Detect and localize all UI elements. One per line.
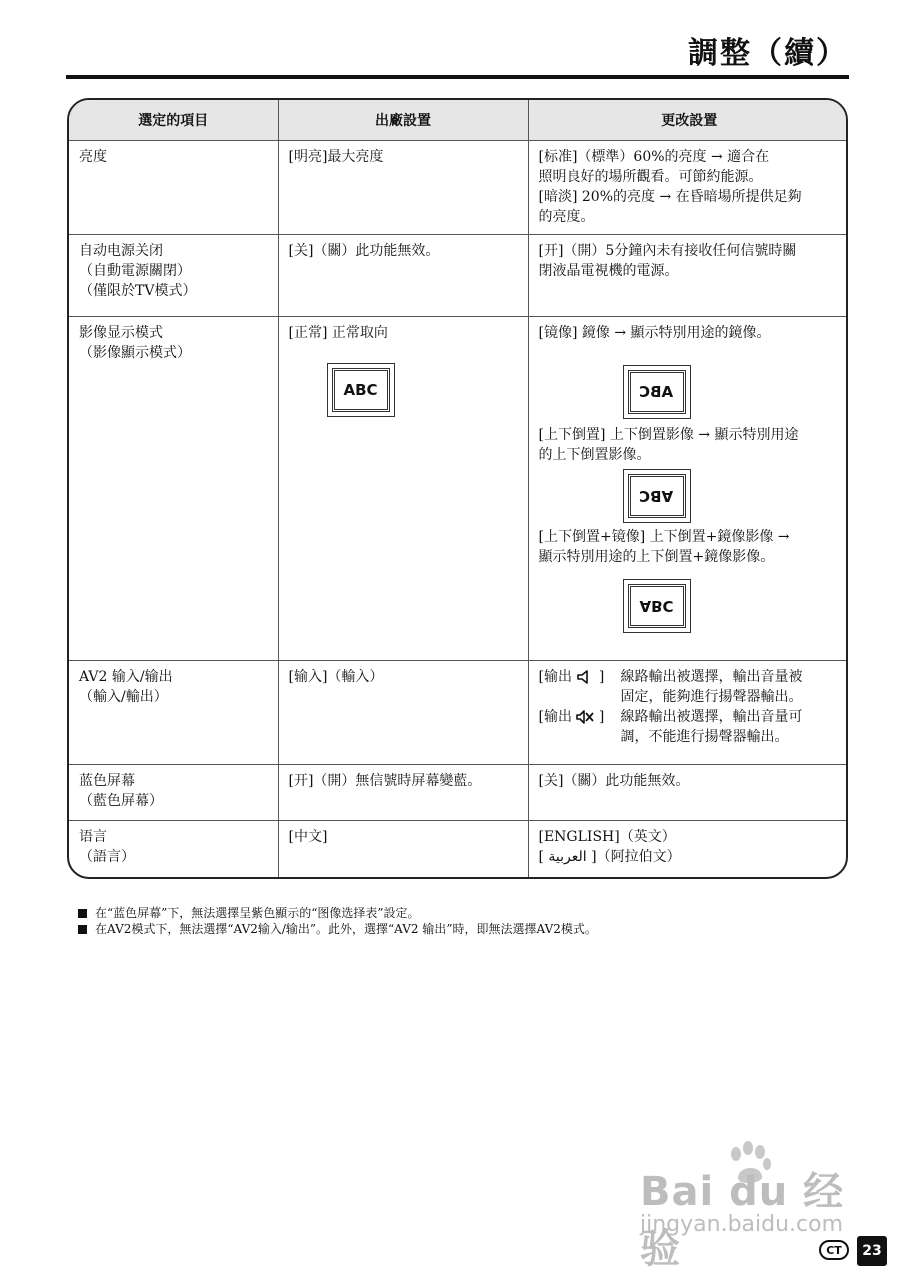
watermark-main: Bai du 经验 — [640, 1169, 845, 1272]
abc-flipped-mirror-image — [623, 469, 691, 523]
note-text: 在AV2模式下，無法選擇“AV2输入/输出”。此外，選擇“AV2 输出”時，即無法選擇AV2模式。 — [95, 922, 597, 936]
factory-cell — [278, 821, 528, 879]
factory-text: [输入]（輸入） — [288, 669, 384, 685]
table-row — [69, 821, 848, 879]
item-cell — [69, 821, 278, 879]
item-label: 蓝色屏幕 — [79, 773, 135, 789]
abc-label: ABC — [639, 383, 674, 401]
change-text: [开]（開）5分鐘內未有接收任何信號時關 — [538, 243, 797, 259]
abc-mirror-image — [623, 365, 691, 419]
change-text: [暗淡] 20%的亮度 → 在昏暗場所提供足夠 — [538, 189, 802, 205]
baidu-watermark — [640, 1140, 860, 1272]
change-text: [上下倒置] 上下倒置影像 → 顯示特別用途 — [538, 427, 799, 443]
factory-text: [开]（開）無信號時屏幕變藍。 — [288, 773, 482, 789]
change-text: 的上下倒置影像。 — [538, 447, 651, 463]
change-text: 的亮度。 — [538, 209, 595, 225]
table-row — [69, 765, 848, 821]
av2-output-fixed — [539, 667, 847, 707]
item-label: 影像显示模式 — [79, 325, 163, 341]
factory-cell — [278, 661, 528, 765]
item-label: （僅限於TV模式） — [79, 283, 197, 299]
factory-cell — [278, 141, 528, 235]
item-label: 亮度 — [79, 149, 107, 165]
item-label: （影像顯示模式） — [79, 345, 191, 361]
item-cell — [69, 765, 278, 821]
item-cell — [69, 141, 278, 235]
abc-normal-image — [327, 363, 395, 417]
item-label: 自动电源关闭 — [79, 243, 163, 259]
item-label: AV2 输入/输出 — [79, 669, 173, 685]
change-text: [上下倒置+镜像] 上下倒置+鏡像影像 → — [538, 529, 790, 545]
change-text: 閉液晶電視機的電源。 — [538, 263, 679, 279]
item-label: （藍色屏幕） — [79, 793, 163, 809]
watermark-url: jingyan.baidu.com — [640, 1212, 844, 1237]
change-text: [关]（關）此功能無效。 — [538, 773, 690, 789]
bullet-square-icon — [78, 925, 87, 934]
abc-label: ABC — [343, 381, 378, 399]
title-rule — [66, 75, 849, 79]
factory-text: [明亮]最大亮度 — [288, 149, 384, 165]
output-tag: [输出 ] — [538, 709, 605, 725]
change-text: 照明良好的場所觀看。可節約能源。 — [538, 169, 763, 185]
notes — [78, 905, 597, 937]
change-text: [标准]（標準）60%的亮度 → 適合在 — [538, 149, 770, 165]
factory-text: [关]（關）此功能無效。 — [288, 243, 440, 259]
speaker-icon — [576, 670, 594, 684]
table-header-row — [69, 100, 848, 141]
abc-label: ABC — [639, 487, 674, 505]
change-text: 調，不能進行揚聲器輸出。 — [620, 729, 789, 745]
change-cell — [528, 141, 848, 235]
change-text: 固定，能夠進行揚聲器輸出。 — [620, 689, 803, 705]
abc-flipped-image — [623, 579, 691, 633]
note-item — [78, 921, 597, 937]
header-selected-item: 選定的項目 — [69, 100, 278, 141]
settings-table — [67, 98, 848, 879]
factory-cell — [278, 235, 528, 317]
factory-cell — [278, 317, 528, 661]
note-item — [78, 905, 597, 921]
item-label: （自動電源關閉） — [79, 263, 191, 279]
table-row — [69, 141, 848, 235]
bullet-square-icon — [78, 909, 87, 918]
change-cell — [528, 235, 848, 317]
change-cell — [528, 661, 848, 765]
item-label: （輸入/輸出） — [79, 689, 168, 705]
header-change-setting: 更改設置 — [528, 100, 848, 141]
change-text: [ENGLISH]（英文） — [538, 829, 676, 845]
header-factory-setting: 出廠設置 — [278, 100, 528, 141]
change-text: [ العربية ]（阿拉伯文） — [538, 849, 681, 865]
factory-text: [中文] — [288, 829, 328, 845]
change-text: [镜像] 鏡像 → 顯示特別用途的鏡像。 — [538, 325, 771, 341]
change-cell — [528, 821, 848, 879]
change-cell — [528, 765, 848, 821]
output-tag: [输出 ] — [538, 669, 605, 685]
page-title: 調整（續） — [688, 36, 848, 71]
table-row — [69, 235, 848, 317]
table-row — [69, 317, 848, 661]
change-text: 顯示特別用途的上下倒置+鏡像影像。 — [538, 549, 775, 565]
note-text: 在“蓝色屏幕”下，無法選擇呈紫色顯示的“图像选择表”設定。 — [95, 906, 420, 920]
abc-label: ABC — [639, 597, 674, 615]
language-badge: CT — [819, 1240, 849, 1260]
item-label: 语言 — [79, 829, 107, 845]
change-cell — [528, 317, 848, 661]
item-cell — [69, 235, 278, 317]
factory-text: [正常] 正常取向 — [288, 325, 388, 341]
page-number: 23 — [857, 1236, 887, 1266]
av2-output-variable — [539, 707, 847, 747]
speaker-muted-icon — [576, 710, 594, 724]
item-cell — [69, 317, 278, 661]
item-label: （語言） — [79, 849, 135, 865]
change-text: 線路輸出被選擇，輸出音量被 — [620, 669, 803, 685]
table-row — [69, 661, 848, 765]
factory-cell — [278, 765, 528, 821]
item-cell — [69, 661, 278, 765]
change-text: 線路輸出被選擇，輸出音量可 — [620, 709, 803, 725]
